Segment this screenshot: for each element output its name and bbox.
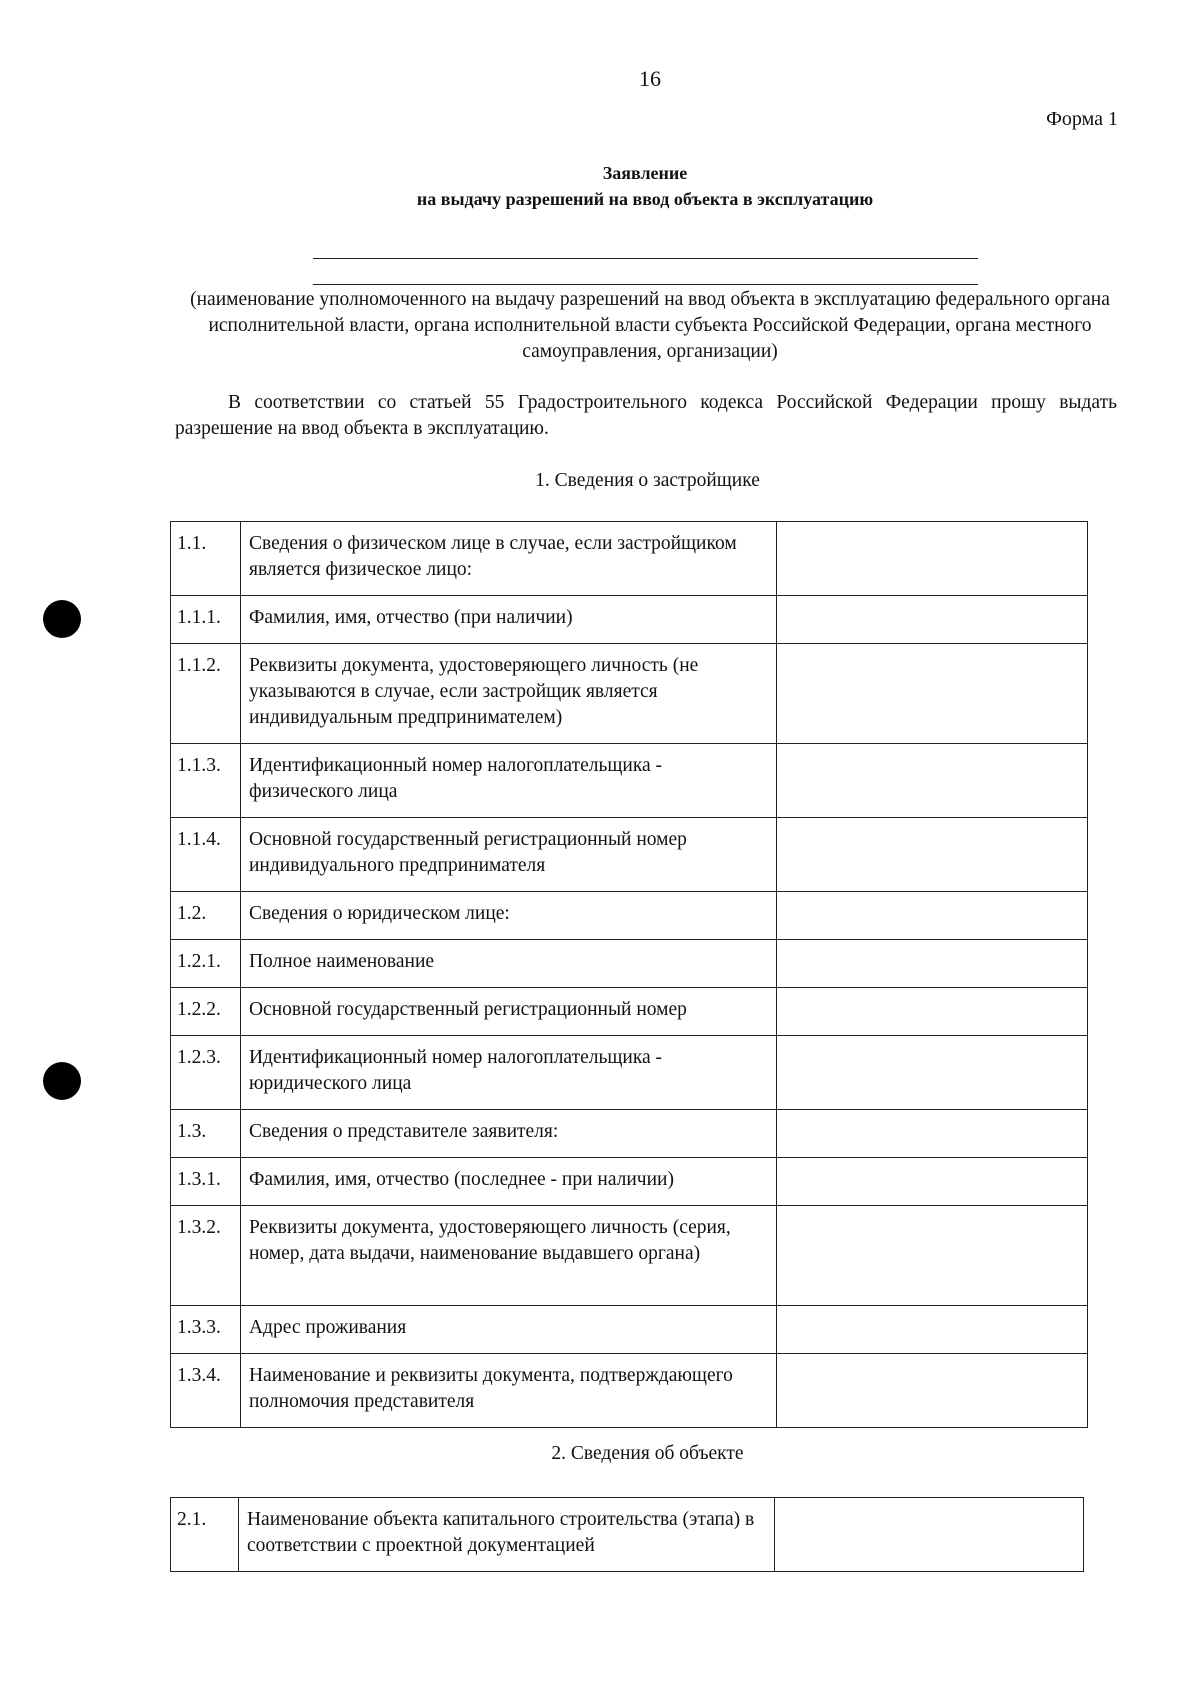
row-value-field[interactable] — [777, 1206, 1088, 1306]
row-value-field[interactable] — [777, 892, 1088, 940]
row-label: Наименование и реквизиты документа, подтверждающего полномочия представителя — [240, 1354, 776, 1428]
row-label: Основной государственный регистрационный номер — [240, 988, 776, 1036]
row-number: 1.3.1. — [171, 1158, 241, 1206]
row-label: Сведения о юридическом лице: — [240, 892, 776, 940]
row-value-field[interactable] — [777, 988, 1088, 1036]
row-label: Реквизиты документа, удостоверяющего личность (не указываются в случае, если застройщик является индивидуальным предпринимателем) — [240, 644, 776, 744]
row-number: 1.2. — [171, 892, 241, 940]
row-value-field[interactable] — [777, 1306, 1088, 1354]
row-number: 1.3. — [171, 1110, 241, 1158]
punch-hole-mark — [43, 1062, 81, 1100]
table-row — [171, 988, 1088, 1036]
table-row — [171, 818, 1088, 892]
table-row — [171, 1110, 1088, 1158]
row-value-field[interactable] — [777, 644, 1088, 744]
row-number: 1.2.3. — [171, 1036, 241, 1110]
row-number: 1.2.2. — [171, 988, 241, 1036]
table-row — [171, 940, 1088, 988]
row-value-field[interactable] — [777, 522, 1088, 596]
row-label: Фамилия, имя, отчество (при наличии) — [240, 596, 776, 644]
authority-fill-line-2[interactable] — [313, 284, 978, 285]
row-number: 1.1.1. — [171, 596, 241, 644]
table-row — [171, 1206, 1088, 1306]
row-value-field[interactable] — [777, 940, 1088, 988]
table-row — [171, 1498, 1084, 1572]
title-line-2: на выдачу разрешений на ввод объекта в эксплуатацию — [416, 189, 874, 209]
row-label: Реквизиты документа, удостоверяющего личность (серия, номер, дата выдачи, наименование выдавшего органа) — [240, 1206, 776, 1306]
row-number: 1.1.3. — [171, 744, 241, 818]
row-number: 1.3.4. — [171, 1354, 241, 1428]
row-label: Полное наименование — [240, 940, 776, 988]
punch-hole-mark — [43, 600, 81, 638]
table-row — [171, 1306, 1088, 1354]
row-label: Наименование объекта капитального строительства (этапа) в соответствии с проектной документацией — [238, 1498, 774, 1572]
object-info-table — [170, 1497, 1084, 1572]
table-row — [171, 1354, 1088, 1428]
table-row — [171, 596, 1088, 644]
row-label: Идентификационный номер налогоплательщика - физического лица — [240, 744, 776, 818]
table-row — [171, 744, 1088, 818]
table-row — [171, 1158, 1088, 1206]
row-value-field[interactable] — [777, 1110, 1088, 1158]
document-title — [295, 160, 995, 212]
row-number: 1.3.3. — [171, 1306, 241, 1354]
intro-paragraph: В соответствии со статьей 55 Градостроительного кодекса Российской Федерации прошу выдать разрешение на ввод объекта в эксплуатацию. — [175, 392, 1117, 439]
section-1-heading: 1. Сведения о застройщике — [535, 470, 760, 491]
row-value-field[interactable] — [777, 1036, 1088, 1110]
row-value-field[interactable] — [777, 818, 1088, 892]
row-label: Фамилия, имя, отчество (последнее - при наличии) — [240, 1158, 776, 1206]
row-value-field[interactable] — [775, 1498, 1084, 1572]
row-number: 1.1. — [171, 522, 241, 596]
table-row — [171, 1036, 1088, 1110]
table-row — [171, 644, 1088, 744]
row-label: Сведения о физическом лице в случае, если застройщиком является физическое лицо: — [240, 522, 776, 596]
title-line-1: Заявление — [602, 163, 688, 183]
row-number: 1.3.2. — [171, 1206, 241, 1306]
page-number: 16 — [639, 66, 661, 91]
section-2-heading: 2. Сведения об объекте — [551, 1443, 744, 1464]
row-label: Сведения о представителе заявителя: — [240, 1110, 776, 1158]
table-row — [171, 522, 1088, 596]
table-row — [171, 892, 1088, 940]
authority-fill-line-1[interactable] — [313, 258, 978, 259]
authority-note: (наименование уполномоченного на выдачу разрешений на ввод объекта в эксплуатацию федерального органа исполнительной власти, органа исполнительной власти субъекта Российской Федерации, органа местного самоуправления, организации) — [190, 289, 1110, 362]
form-label: Форма 1 — [1046, 108, 1118, 130]
row-value-field[interactable] — [777, 596, 1088, 644]
row-value-field[interactable] — [777, 1354, 1088, 1428]
row-label: Основной государственный регистрационный номер индивидуального предпринимателя — [240, 818, 776, 892]
row-label: Идентификационный номер налогоплательщика - юридического лица — [240, 1036, 776, 1110]
row-number: 1.1.4. — [171, 818, 241, 892]
row-value-field[interactable] — [777, 744, 1088, 818]
row-number: 2.1. — [171, 1498, 239, 1572]
row-value-field[interactable] — [777, 1158, 1088, 1206]
row-number: 1.1.2. — [171, 644, 241, 744]
row-number: 1.2.1. — [171, 940, 241, 988]
builder-info-table — [170, 521, 1088, 1428]
row-label: Адрес проживания — [240, 1306, 776, 1354]
